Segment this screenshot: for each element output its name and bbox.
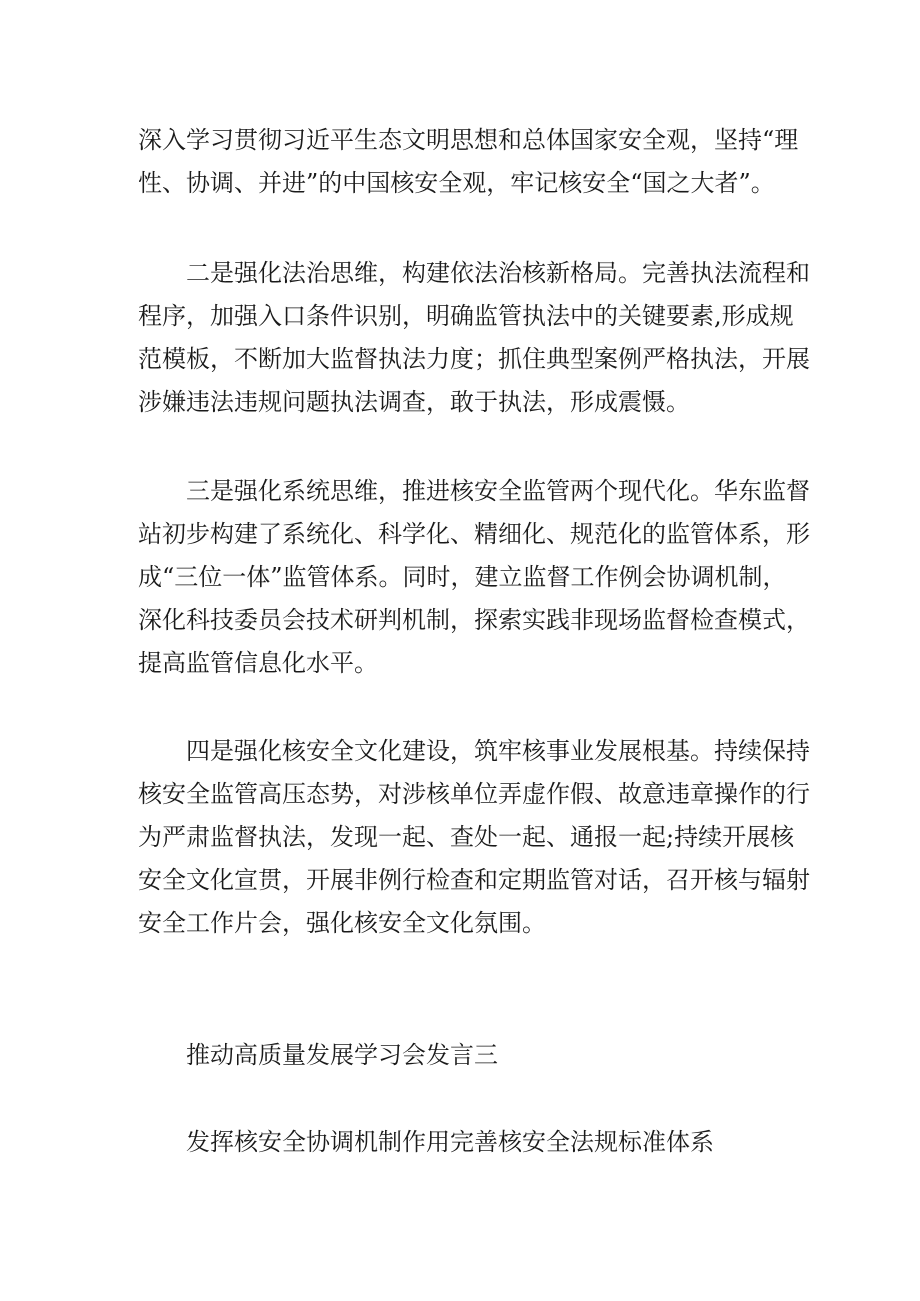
section-title <box>138 1034 798 1077</box>
paragraph-line: 二是强化法治思维，构建依法治核新格局。完善执法流程和 <box>186 259 810 287</box>
article-title-text: 发挥核安全协调机制作用完善核安全法规标准体系 <box>186 1128 714 1156</box>
article-title <box>138 1121 798 1164</box>
paragraph-2 <box>138 252 810 424</box>
paragraph-1 <box>138 119 798 205</box>
paragraph-line: 深入学习贯彻习近平生态文明思想和总体国家安全观，坚持“理 <box>138 126 799 154</box>
paragraph-line: 提高监管信息化水平。 <box>138 649 378 677</box>
paragraph-line: 四是强化核安全文化建设，筑牢核事业发展根基。持续保持 <box>186 737 810 765</box>
paragraph-4 <box>138 730 810 945</box>
paragraph-3 <box>138 470 810 685</box>
paragraph-line: 涉嫌违法违规问题执法调查，敢于执法，形成震慑。 <box>138 388 690 416</box>
paragraph-line: 安全文化宣贯，开展非例行检查和定期监管对话，召开核与辐射 <box>138 866 810 894</box>
section-title-text: 推动高质量发展学习会发言三 <box>186 1041 498 1069</box>
paragraph-line: 安全工作片会，强化核安全文化氛围。 <box>138 909 546 937</box>
paragraph-line: 成“三位一体”监管体系。同时，建立监督工作例会协调机制， <box>138 563 787 591</box>
paragraph-line: 核安全监管高压态势，对涉核单位弄虚作假、故意违章操作的行 <box>138 780 810 808</box>
paragraph-line: 三是强化系统思维，推进核安全监管两个现代化。华东监督 <box>186 477 810 505</box>
paragraph-line: 程序，加强入口条件识别，明确监管执法中的关键要素,形成规 <box>138 302 794 330</box>
paragraph-line: 深化科技委员会技术研判机制，探索实践非现场监督检查模式， <box>138 606 810 634</box>
paragraph-line: 范模板，不断加大监督执法力度；抓住典型案例严格执法，开展 <box>138 345 810 373</box>
paragraph-line: 为严肃监督执法，发现一起、查处一起、通报一起;持续开展核 <box>138 823 795 851</box>
paragraph-line: 性、协调、并进”的中国核安全观，牢记核安全“国之大者”。 <box>138 169 775 197</box>
paragraph-line: 站初步构建了系统化、科学化、精细化、规范化的监管体系，形 <box>138 520 810 548</box>
